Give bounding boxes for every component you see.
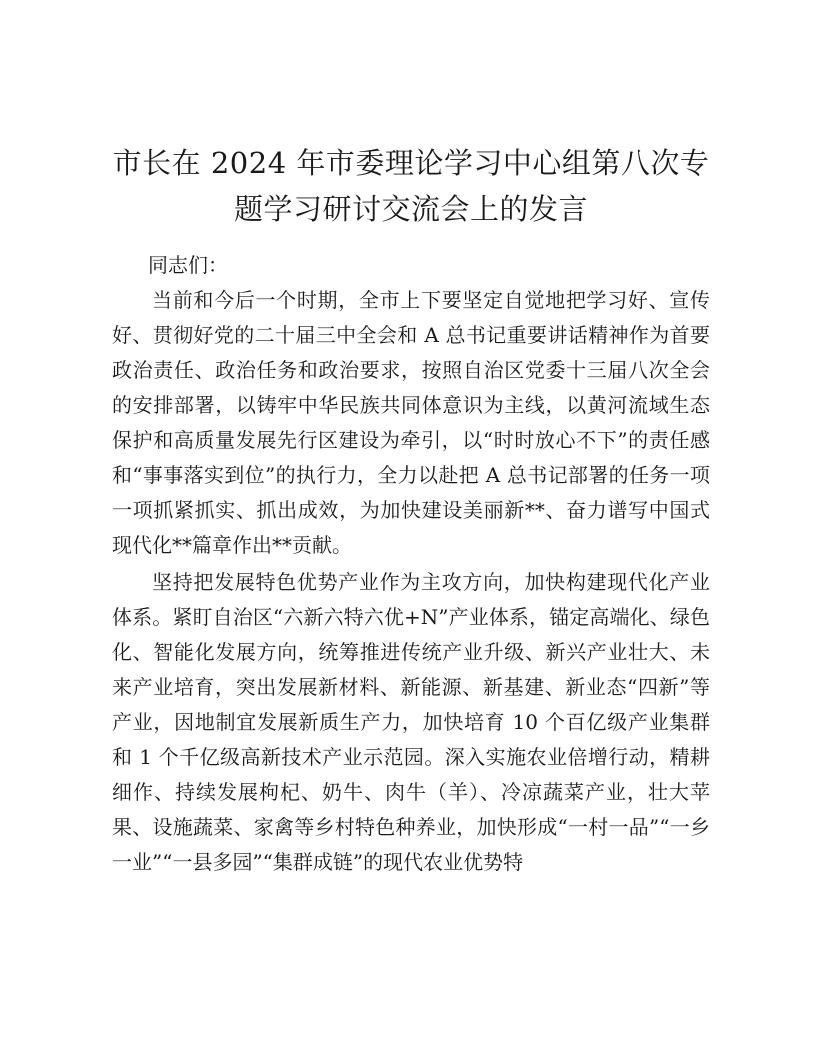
title-line-2: 题学习研讨交流会上的发言 — [233, 192, 588, 226]
paragraph-1: 当前和今后一个时期，全市上下要坚定自觉地把学习好、宣传好、贯彻好党的二十届三中全会和 A 总书记重要讲话精神作为首要政治责任、政治任务和政治要求，按照自治区党委十三届八次全会的安排部署，以铸牢中华民族共同体意识为主线，以黄河流域生态保护和高质量发展先行区建设为牵引，以“时时放心不下”的责任感和“事事落实到位”的执行力，全力以赴把 A 总书记部署的任务一项一项抓紧抓实、抓出成效，为加快建设美丽新**、奋力谱写中国式现代化**篇章作出**贡献。 — [112, 288, 710, 557]
title-line-1: 市长在 2024 年市委理论学习中心组第八次专 — [112, 146, 710, 180]
document-page — [112, 140, 710, 882]
paragraph-2: 坚持把发展特色优势产业作为主攻方向，加快构建现代化产业体系。紧盯自治区“六新六特六优+N”产业体系，锚定高端化、绿色化、智能化发展方向，统筹推进传统产业升级、新兴产业壮大、未来产业培育，突出发展新材料、新能源、新基建、新业态“四新”等产业，因地制宜发展新质生产力，加快培育 10 个百亿级产业集群和 1 个千亿级高新技术产业示范园。深入实施农业倍增行动，精耕细作、持续发展枸杞、奶牛、肉牛（羊）、冷凉蔬菜产业，壮大苹果、设施蔬菜、家禽等乡村特色种养业，加快形成“一村一品”“一乡一业”“一县多园”“集群成链”的现代农业优势特 — [112, 570, 710, 874]
document-title — [112, 140, 710, 232]
salutation: 同志们： — [148, 253, 228, 277]
